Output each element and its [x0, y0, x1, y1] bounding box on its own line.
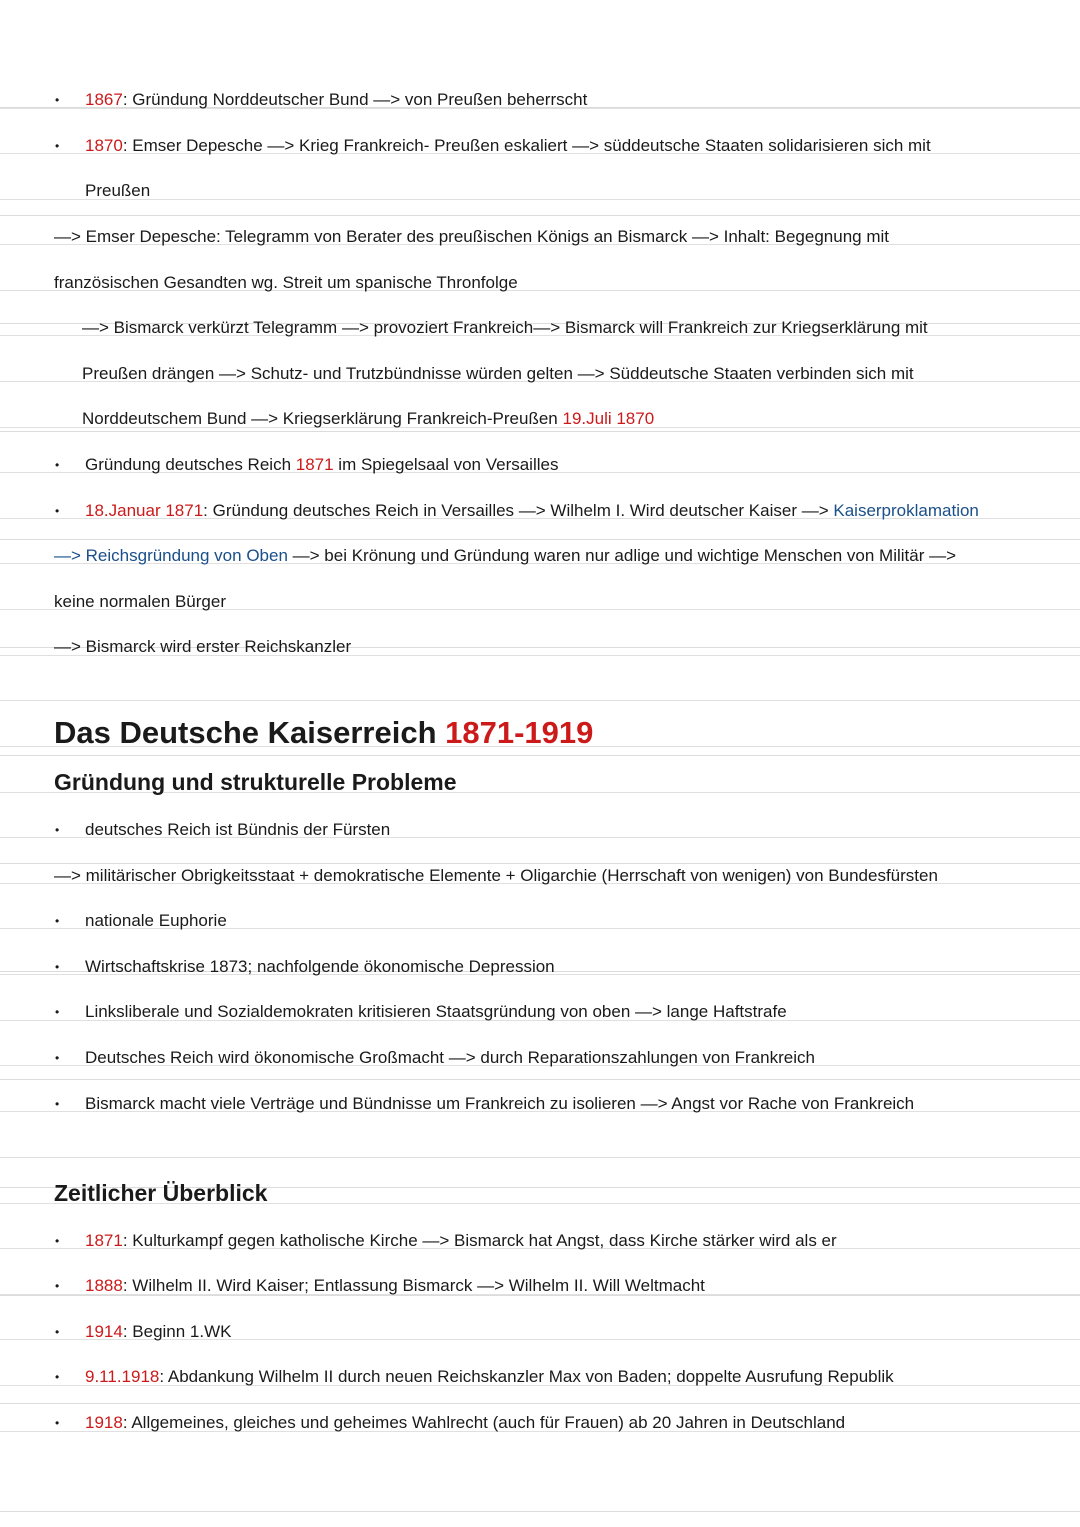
heading-years: 1871-1919	[445, 715, 594, 750]
bullet: •	[55, 139, 60, 153]
bullet: •	[55, 1234, 60, 1248]
timeline-year: 1914	[85, 1322, 123, 1341]
timeline-year: 1918	[85, 1413, 123, 1432]
bullet: •	[55, 823, 60, 837]
bullet: •	[55, 1370, 60, 1384]
year-1871: 1871	[295, 455, 334, 474]
rule-line	[0, 1157, 1080, 1158]
bullet: •	[55, 960, 60, 974]
link-kaiserproklamation[interactable]: Kaiserproklamation	[833, 501, 979, 520]
page-title: Das Deutsche Kaiserreich 1871-1919	[54, 715, 594, 750]
timeline-year: 1888	[85, 1276, 123, 1295]
rule-line	[0, 199, 1080, 200]
bullet: •	[55, 1325, 60, 1339]
bullet: •	[55, 93, 60, 107]
date-19-juli-1870: 19.Juli 1870	[562, 409, 655, 428]
bullet: •	[55, 1005, 60, 1019]
rule-line	[0, 700, 1080, 701]
bullet: •	[55, 1279, 60, 1293]
bullet: •	[55, 504, 60, 518]
document-page: • 1867: Gründung Norddeutscher Bund —> von Preußen beherrscht • 1870: Emser Depesche —> Krieg Frankreich- Preußen eskaliert —> süddeutsche Staaten solidarisieren sich mit Preußen —> Emser Depesche: Telegramm von Berater des preußischen Königs an Bismarck —> Inhalt: Begegnung mit französischen Gesandten wg. Streit um spanische Thronfolge —> Bismarck verkürzt Telegramm —> provoziert Frankreich—> Bismarck will Frankreich zur Kriegserklärung mit Preußen drängen —> Schutz- und Trutzbündnisse würden gelten —> Süddeutsche Staaten verbinden sich mit Norddeutschem Bund —> Kriegserklärung Frankreich-Preußen 19.Juli 1870 • Gründung deutsches Reich 1871 im Spiegelsaal von Versailles • 18.Januar 1871: Gründung deutsches Reich in Versailles —> Wilhelm I. Wird deutscher Kaiser —> Kaiserproklamation —> Reichsgründung von Oben —> bei Krönung und Gründung waren nur adlige und wichtige Menschen von Militär —> keine normalen Bürger —> Bismarck wird erster Reichskanzler Das Deutsche Kaiserreich 1871-1919 Gründung und strukturelle Probleme • deutsches Reich ist Bündnis der Fürsten —> militärischer Obrigkeitsstaat + demokratische Elemente + Oligarchie (Herrschaft von wenigen) von Bundesfürsten • nationale Euphorie • Wirtschaftskrise 1873; nachfolgende ökonomische Depression • Linksliberale und Sozialdemokraten kritisieren Staatsgründung von oben —> lange Haftstrafe • Deutsches Reich wird ökonomische Großmacht —> durch Reparationszahlungen von Frankreich • Bismarck macht viele Verträge und Bündnisse um Frankreich zu isolieren —> Angst vor Rache von Frankreich Zeitlicher Überblick • 1871: Kulturkampf gegen katholische Kirche —> Bismarck hat Angst, dass Kirche stärker wird als er • 1888: Wilhelm II. Wird Kaiser; Entlassung Bismarck —> Wilhelm II. Will Weltmacht • 1914: Beginn 1.WK • 9.11.1918: Abdankung Wilhelm II durch neuen Reichskanzler Max von Baden; doppelte Ausrufung Republik • 1918: Allgemeines, gleiches und geheimes Wahlrecht (auch für Frauen) ab 20 Jahren in Deutschland	[0, 0, 1080, 1527]
bullet: •	[55, 1416, 60, 1430]
year-1867: 1867	[85, 90, 123, 109]
section-title: Zeitlicher Überblick	[54, 1180, 268, 1206]
timeline-year: 1871	[85, 1231, 123, 1250]
date-18-januar-1871: 18.Januar 1871	[85, 501, 204, 520]
bullet: •	[55, 1051, 60, 1065]
bullet: •	[55, 458, 60, 472]
link-reichsgruendung-von-oben[interactable]: —> Reichsgründung von Oben	[54, 546, 288, 565]
bullet: •	[55, 914, 60, 928]
bullet: •	[55, 1097, 60, 1111]
year-1870: 1870	[85, 136, 123, 155]
timeline-year: 9.11.1918	[85, 1367, 160, 1386]
section-title: Gründung und strukturelle Probleme	[54, 769, 457, 795]
